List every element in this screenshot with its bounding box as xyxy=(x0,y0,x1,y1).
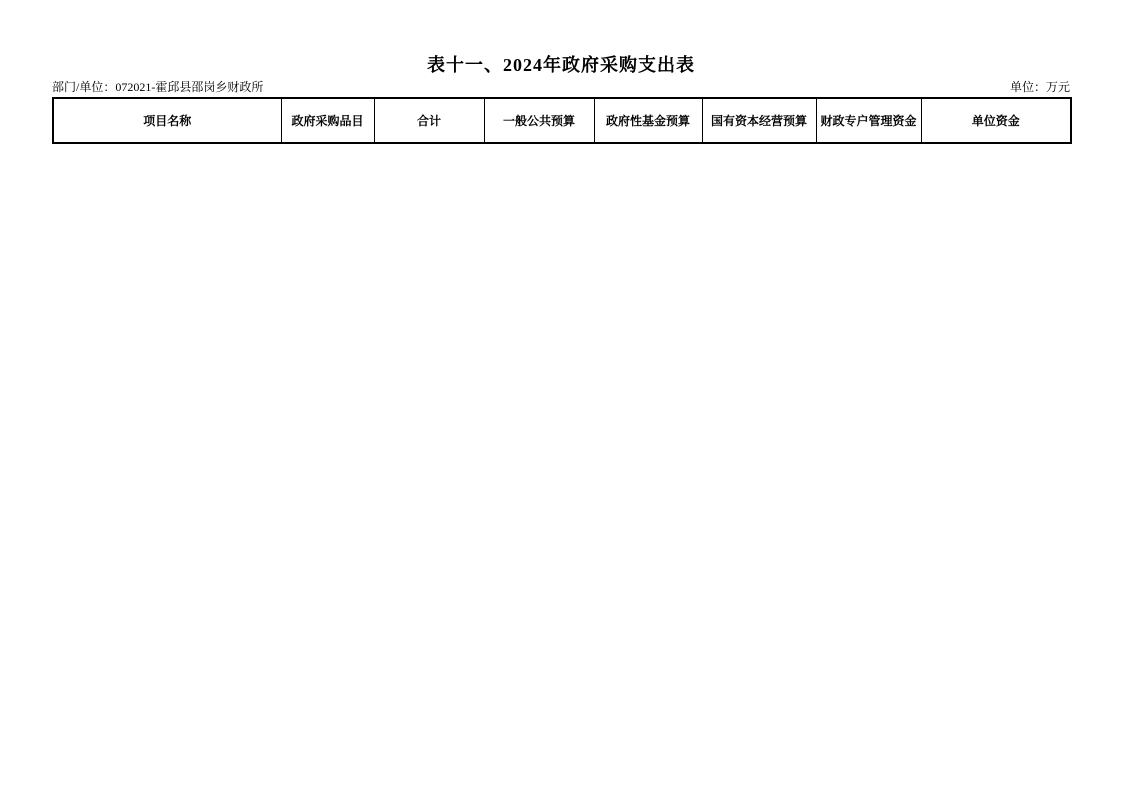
header-government-fund-budget: 政府性基金预算 xyxy=(594,98,702,143)
header-total: 合计 xyxy=(374,98,484,143)
header-state-capital-operating-budget: 国有资本经营预算 xyxy=(702,98,816,143)
department-unit-label: 部门/单位：072021-霍邱县邵岗乡财政所 xyxy=(52,80,264,94)
meta-row xyxy=(52,80,1070,95)
header-fiscal-special-account-funds: 财政专户管理资金 xyxy=(816,98,921,143)
page-title: 表十一、2024年政府采购支出表 xyxy=(427,55,695,75)
header-general-public-budget: 一般公共预算 xyxy=(484,98,594,143)
header-project-name: 项目名称 xyxy=(53,98,281,143)
procurement-expenditure-table xyxy=(52,97,1072,144)
header-procurement-item: 政府采购品目 xyxy=(281,98,374,143)
header-unit-funds: 单位资金 xyxy=(921,98,1071,143)
unit-of-measure-label: 单位：万元 xyxy=(1009,80,1070,94)
table-header-row xyxy=(53,98,1071,143)
document-content xyxy=(52,0,1070,144)
